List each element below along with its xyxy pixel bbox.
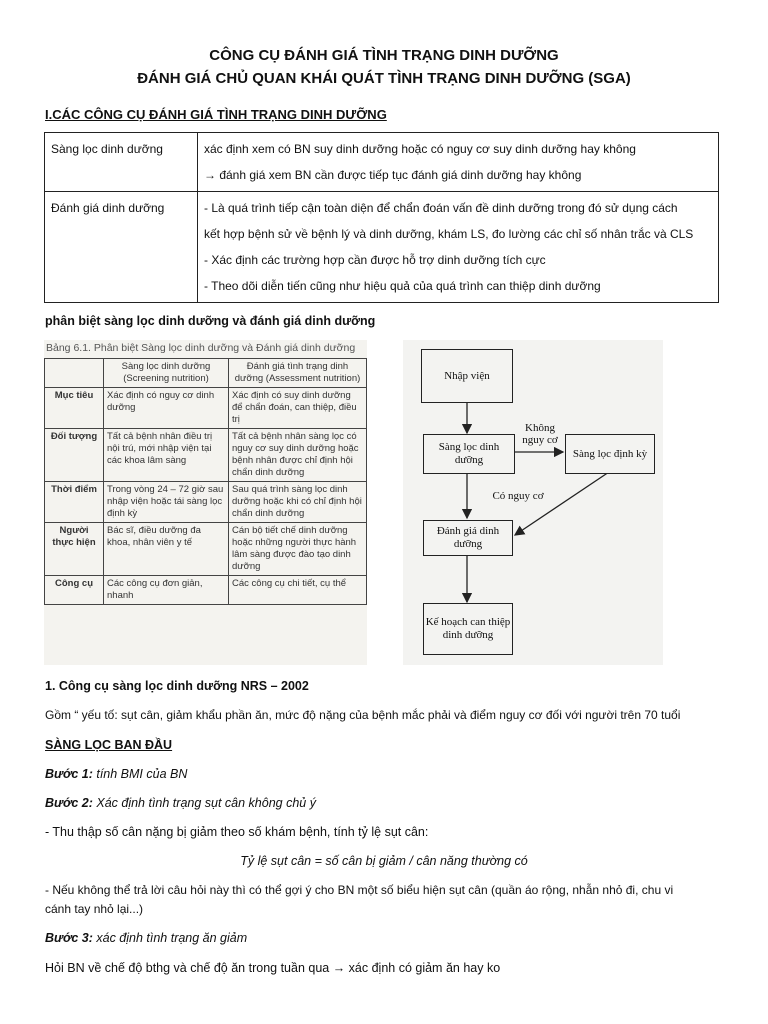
scanned-comparison-table (44, 340, 367, 665)
weight-collect-text: - Thu thập số cân nặng bị giảm theo số khám bệnh, tính tỷ lệ sụt cân: (45, 825, 429, 839)
suggest-text-line1: - Nếu không thể trả lời câu hỏi này thì có thể gợi ý cho BN một số biểu hiện sụt cân (quần áo rộng, nhẫn nhỏ đi, chu vi (45, 883, 674, 897)
step-2-label: Bước 2: (45, 796, 93, 810)
cell: Tất cả bệnh nhân sàng lọc có nguy cơ suy dinh dưỡng hoặc bệnh nhân được chỉ định hội chẩn dinh dưỡng (229, 429, 367, 482)
table-row (45, 192, 719, 303)
row-content-assessment (198, 192, 719, 303)
cell: Các công cụ đơn giản, nhanh (104, 576, 229, 605)
initial-screen-heading: SÀNG LỌC BAN ĐẦU (45, 738, 173, 752)
box-admit: Nhập viện (421, 349, 513, 403)
weight-loss-formula: Tỷ lệ sụt cân = số cân bị giảm / cân năng thường có (240, 854, 528, 868)
row-header: Mục tiêu (45, 388, 104, 429)
step-1 (45, 767, 187, 781)
row-header: Người thực hiện (45, 523, 104, 576)
table-row (45, 576, 367, 605)
cell: Sau quá trình sàng lọc dinh dưỡng hoặc khi có chỉ định hội chẩn dinh dưỡng (229, 482, 367, 523)
step-3-label: Bước 3: (45, 931, 93, 945)
table-row (45, 133, 719, 192)
document-subtitle: ĐÁNH GIÁ CHỦ QUAN KHÁI QUÁT TÌNH TRẠNG DINH DƯỠNG (SGA) (137, 70, 631, 87)
header-screening: Sàng lọc dinh dưỡng (Screening nutrition) (104, 359, 229, 388)
cell: Bác sĩ, điều dưỡng đa khoa, nhân viên y tế (104, 523, 229, 576)
table-line: → đánh giá xem BN cần được tiếp tục đánh giá dinh dưỡng hay không (204, 168, 582, 182)
table-line: - Là quá trình tiếp cận toàn diện để chẩn đoán vấn đề dinh dưỡng trong đó sử dụng cách (204, 201, 678, 215)
definition-table (44, 132, 719, 303)
table-line: - Theo dõi diễn tiến cũng như hiệu quả của quá trình can thiệp dinh dưỡng (204, 279, 601, 293)
row-header: Đối tượng (45, 429, 104, 482)
step-2 (45, 796, 316, 810)
table-line: - Xác định các trường hợp cần được hỗ trợ dinh dưỡng tích cực (204, 253, 546, 267)
table-row (45, 388, 367, 429)
table-caption: Bảng 6.1. Phân biệt Sàng lọc dinh dưỡng và Đánh giá dinh dưỡng (46, 342, 356, 354)
row-label-assessment: Đánh giá dinh dưỡng (45, 192, 198, 303)
box-assess: Đánh giá dinh dưỡng (423, 520, 513, 556)
header-assessment: Đánh giá tình trạng dinh dưỡng (Assessment nutrition) (229, 359, 367, 388)
cell: Cán bộ tiết chế dinh dưỡng hoặc những người thực hành lâm sàng được đào tạo dinh dưỡng (229, 523, 367, 576)
label-no-risk: Không nguy cơ (522, 422, 558, 446)
row-header: Công cụ (45, 576, 104, 605)
cell: Trong vòng 24 – 72 giờ sau nhập viện hoặc tái sàng lọc định kỳ (104, 482, 229, 523)
ask-diet-text: Hỏi BN về chế độ bthg và chế độ ăn trong tuần qua → xác định có giảm ăn hay ko (45, 961, 501, 975)
cell: Xác định có nguy cơ dinh dưỡng (104, 388, 229, 429)
table-line: xác định xem có BN suy dinh dưỡng hoặc có nguy cơ suy dinh dưỡng hay không (204, 142, 636, 156)
box-screen: Sàng lọc dinh dưỡng (423, 434, 515, 474)
step-2-text: Xác định tình trạng sụt cân không chủ ý (92, 796, 316, 810)
step-1-label: Bước 1: (45, 767, 93, 781)
step-1-text: tính BMI của BN (92, 767, 188, 781)
cell: Tất cả bệnh nhân điều trị nội trú, mới nhập viện tại các khoa lâm sàng (104, 429, 229, 482)
cell: Các công cụ chi tiết, cụ thể (229, 576, 367, 605)
table-row (45, 482, 367, 523)
document-title: CÔNG CỤ ĐÁNH GIÁ TÌNH TRẠNG DINH DƯỠNG (209, 47, 559, 64)
row-label-screening: Sàng lọc dinh dưỡng (45, 133, 198, 192)
cell: Xác định có suy dinh dưỡng để chẩn đoán, can thiệp, điều trị (229, 388, 367, 429)
empty-header-cell (45, 359, 104, 388)
row-content-screening (198, 133, 719, 192)
comparison-table (44, 358, 367, 605)
table-line: kết hợp bệnh sử về bệnh lý và dinh dưỡng, khám LS, đo lường các chỉ số nhân trắc và CLS (204, 227, 694, 241)
suggest-text-line2: cánh tay nhỏ lại...) (45, 902, 144, 916)
box-plan: Kế hoạch can thiệp dinh dưỡng (423, 603, 513, 655)
row-header: Thời điểm (45, 482, 104, 523)
box-periodic: Sàng lọc định kỳ (565, 434, 655, 474)
step-3-text: xác định tình trạng ăn giảm (92, 931, 248, 945)
arrow-periodic-to-assess (515, 472, 609, 535)
nutrition-flowchart (403, 340, 663, 665)
step-3 (45, 931, 247, 945)
table-row (45, 429, 367, 482)
nrs-heading: 1. Công cụ sàng lọc dinh dưỡng NRS – 2002 (45, 679, 309, 693)
table-row (45, 523, 367, 576)
compare-heading: phân biệt sàng lọc dinh dưỡng và đánh giá dinh dưỡng (45, 314, 376, 328)
section-heading: I.CÁC CÔNG CỤ ĐÁNH GIÁ TÌNH TRẠNG DINH DƯỠNG (45, 107, 387, 122)
nrs-intro: Gồm “ yếu tố: sụt cân, giảm khẩu phần ăn, mức độ nặng của bệnh mắc phải và điểm nguy cơ đối với người trên 70 tuổi (45, 708, 681, 722)
label-risk: Có nguy cơ (492, 490, 544, 502)
